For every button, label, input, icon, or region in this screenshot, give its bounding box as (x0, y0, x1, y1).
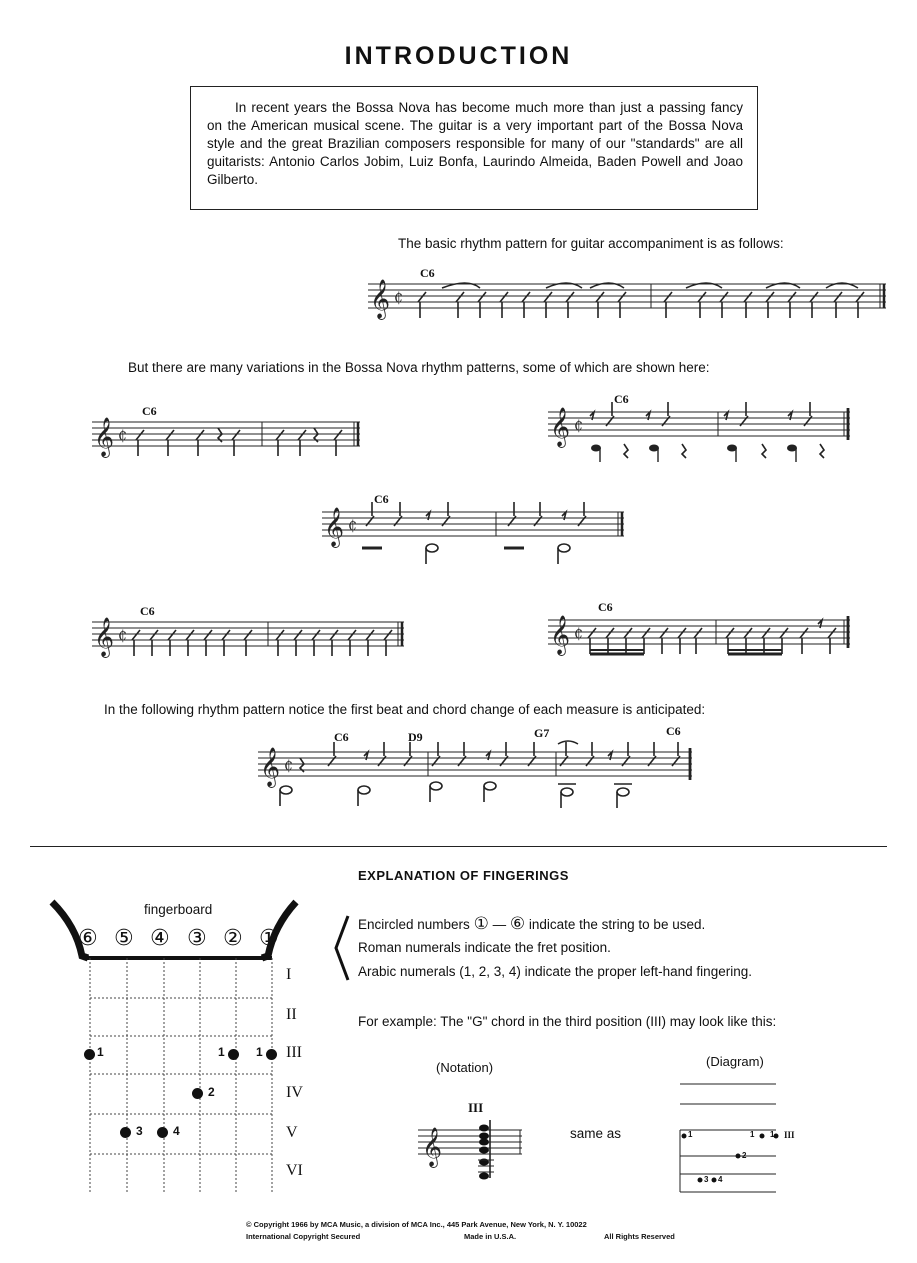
chord-label: C6 (142, 404, 157, 418)
rhythm-staff-variation-4 (92, 610, 412, 666)
svg-text:₵: ₵ (348, 518, 357, 534)
svg-text:₵: ₵ (118, 428, 127, 444)
diagram-finger: 4 (718, 1175, 723, 1184)
explanation-text: indicate the string to be used. (528, 917, 706, 932)
finger-number: 2 (208, 1085, 215, 1099)
intro-box (190, 86, 758, 210)
fret-label: III (286, 1044, 302, 1061)
svg-text:𝄞: 𝄞 (422, 1127, 443, 1167)
fret-label: II (286, 1006, 297, 1023)
svg-text:𝄞: 𝄞 (550, 615, 571, 655)
copyright-line: © Copyright 1966 by MCA Music, a division of MCA Inc., 445 Park Avenue, New York, N. Y. 10022 (246, 1220, 587, 1229)
chord-label: C6 (334, 730, 349, 744)
made-in: Made in U.S.A. (464, 1232, 517, 1241)
diagram-finger: 1 (770, 1130, 775, 1139)
string-4-label: ④ (150, 926, 170, 951)
svg-text:₵: ₵ (284, 758, 293, 774)
rhythm-staff-variation-1 (92, 410, 362, 464)
explanation-line-2: Roman numerals indicate the fret position. (358, 940, 611, 955)
diagram-position: III (784, 1130, 795, 1140)
notation-staff (418, 1116, 528, 1190)
fingerboard-label: fingerboard (144, 902, 213, 917)
finger-number: 4 (173, 1124, 180, 1138)
string-2-label: ② (223, 926, 243, 951)
rhythm-staff-variation-2 (548, 400, 858, 470)
same-as-label: same as (570, 1126, 622, 1141)
basic-rhythm-staff (368, 272, 888, 328)
basic-rhythm-caption: The basic rhythm pattern for guitar accompaniment is as follows: (398, 236, 784, 251)
notation-position: III (468, 1100, 484, 1115)
svg-text:𝄞: 𝄞 (324, 507, 345, 547)
page-title: INTRODUCTION (344, 42, 573, 70)
section-divider (30, 846, 887, 847)
finger-number: 1 (97, 1045, 104, 1059)
string-symbol: ⑥ (509, 914, 526, 933)
chord-label: D9 (408, 730, 423, 744)
string-symbol: ① (473, 914, 489, 933)
chord-label: C6 (666, 724, 681, 738)
rhythm-staff-variation-5 (548, 608, 858, 668)
chord-label: C6 (140, 604, 155, 618)
svg-text:𝄞: 𝄞 (370, 279, 391, 319)
diagram-label: (Diagram) (706, 1054, 764, 1069)
finger-number: 1 (218, 1045, 225, 1059)
explanation-text: Encircled numbers (358, 917, 470, 932)
finger-dot (157, 1127, 168, 1138)
dash: — (492, 917, 507, 932)
string-1-label: ① (259, 926, 279, 951)
rights-reserved: All Rights Reserved (604, 1232, 675, 1241)
svg-text:₵: ₵ (118, 628, 127, 644)
anticipated-rhythm-staff (258, 740, 698, 812)
copyright-secured: International Copyright Secured (246, 1232, 361, 1241)
chord-label: C6 (420, 266, 435, 280)
example-text: For example: The "G" chord in the third position (III) may look like this: (358, 1014, 777, 1029)
svg-text:₵: ₵ (574, 418, 583, 434)
finger-dot (120, 1127, 131, 1138)
fret-label: V (286, 1124, 298, 1141)
string-3-label: ③ (187, 926, 207, 951)
diagram-finger: 1 (750, 1130, 755, 1139)
notation-label: (Notation) (436, 1060, 494, 1075)
svg-text:𝄞: 𝄞 (260, 747, 281, 787)
fret-label: IV (286, 1084, 303, 1101)
svg-text:𝄞: 𝄞 (94, 417, 115, 457)
rhythm-staff-variation-3 (322, 500, 632, 570)
chord-label: C6 (614, 392, 629, 406)
explanation-line-3: Arabic numerals (1, 2, 3, 4) indicate the proper left-hand fingering. (358, 964, 752, 979)
diagram-finger: 3 (704, 1175, 709, 1184)
finger-dot (266, 1049, 277, 1060)
variations-caption: But there are many variations in the Bossa Nova rhythm patterns, some of which are shown here: (128, 360, 710, 375)
finger-number: 3 (136, 1124, 143, 1138)
finger-dot (228, 1049, 239, 1060)
fret-label: I (286, 966, 292, 983)
chord-label: C6 (374, 492, 389, 506)
fingerings-heading: EXPLANATION OF FINGERINGS (358, 868, 569, 883)
explanation-line-1 (358, 912, 705, 937)
svg-text:₵: ₵ (574, 626, 583, 642)
finger-dot (192, 1088, 203, 1099)
string-5-label: ⑤ (114, 926, 134, 951)
intro-paragraph: In recent years the Bossa Nova has become much more than just a passing fancy on the American musical scene. The guitar is a very important part of the Bossa Nova style and the great Brazilian composers responsible for many of our "standards" are all guitarists: Antonio Carlos Jobim, Luiz Bonfa, Laurindo Almeida, Baden Powell and Joao Gilberto. (207, 100, 743, 187)
anticipated-caption: In the following rhythm pattern notice the first beat and chord change of each measure is anticipated: (104, 702, 706, 717)
svg-text:𝄞: 𝄞 (94, 617, 115, 657)
chord-label: G7 (534, 726, 550, 740)
string-6-label: ⑥ (78, 926, 98, 951)
bracket-icon (334, 914, 350, 984)
svg-text:₵: ₵ (394, 290, 403, 306)
chord-label: C6 (598, 600, 613, 614)
diagram-finger: 1 (688, 1130, 693, 1139)
finger-number: 1 (256, 1045, 263, 1059)
diagram-finger: 2 (742, 1151, 747, 1160)
fret-label: VI (286, 1162, 303, 1179)
svg-text:𝄞: 𝄞 (550, 407, 571, 447)
finger-dot (84, 1049, 95, 1060)
